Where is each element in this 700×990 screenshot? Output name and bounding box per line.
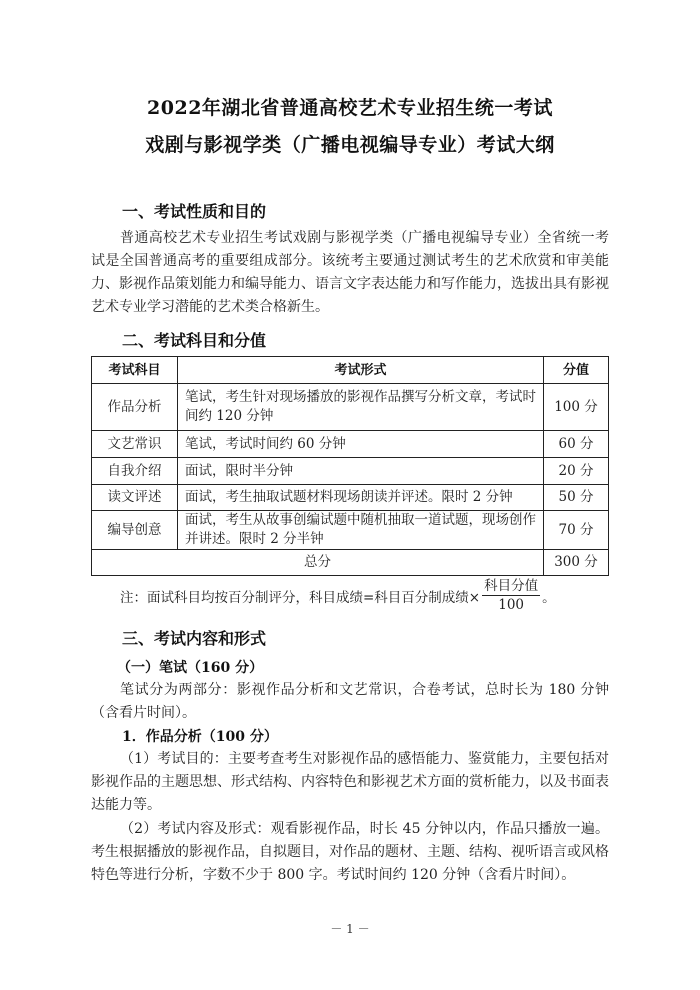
row-form: 面试，考生从故事创编试题中随机抽取一道试题，现场创作并讲述。限时 2 分半钟 [178,511,544,550]
document-title-line1: 2022年湖北省普通高校艺术专业招生统一考试 [147,97,553,119]
score-note [120,577,556,614]
table-row [92,485,609,511]
document-title-line2: 戏剧与影视学类（广播电视编导专业）考试大纲 [145,134,555,156]
table-row [92,431,609,458]
header-form: 考试形式 [178,357,544,384]
score-table [91,356,609,576]
section2-heading: 二、考试科目和分值 [122,331,267,350]
total-score: 300 分 [544,550,609,576]
row-subject: 读文评述 [92,485,178,511]
section1-paragraph: 普通高校艺术专业招生考试戏剧与影视学类（广播电视编导专业）全省统一考试是全国普通高考的重要组成部分。该统考主要通过测试考生的艺术欣赏和审美能力、影视作品策划能力和编导能力、语言文字表达能力和写作能力，选拔出具有影视艺术专业学习潜能的艺术类合格新生。 [91,230,609,315]
row-score: 20 分 [544,458,609,485]
work-analysis-content: （2）考试内容及形式：观看影视作品，时长 45 分钟以内，作品只播放一遍。考生根据播放的影视作品，自拟题目，对作品的题材、主题、结构、视听语言或风格特色等进行分析，字数不少于 800 字。考试时间约 120 分钟（含看片时间）。 [91,821,609,883]
table-header-row [92,357,609,384]
written-exam-paragraph: 笔试分为两部分：影视作品分析和文艺常识，合卷考试，总时长为 180 分钟（含看片时间）。 [91,682,609,721]
fraction-denominator: 100 [498,597,525,613]
row-subject: 文艺常识 [92,431,178,458]
page-number: － 1 － [330,922,370,936]
header-subject: 考试科目 [92,357,178,384]
row-form: 面试，考生抽取试题材料现场朗读并评述。限时 2 分钟 [178,485,544,511]
row-form: 面试，限时半分钟 [178,458,544,485]
row-form: 笔试，考试时间约 60 分钟 [178,431,544,458]
row-subject: 自我介绍 [92,458,178,485]
table-row [92,458,609,485]
header-score: 分值 [544,357,609,384]
row-score: 60 分 [544,431,609,458]
row-score: 100 分 [544,384,609,431]
work-analysis-heading: 1．作品分析（100 分） [122,729,278,745]
note-suffix: 。 [542,589,556,606]
note-prefix: 注：面试科目均按百分制评分，科目成绩=科目百分制成绩× [120,589,481,606]
row-subject: 作品分析 [92,384,178,431]
row-subject: 编导创意 [92,511,178,550]
row-score: 50 分 [544,485,609,511]
table-total-row [92,550,609,576]
section3-heading: 三、考试内容和形式 [122,629,267,648]
section1-heading: 一、考试性质和目的 [122,202,267,221]
total-label: 总分 [92,550,544,576]
work-analysis-purpose: （1）考试目的：主要考查考生对影视作品的感悟能力、鉴赏能力，主要包括对影视作品的主题思想、形式结构、内容特色和影视艺术方面的赏析能力，以及书面表达能力等。 [91,751,609,813]
row-score: 70 分 [544,511,609,550]
table-row [92,384,609,431]
table-row [92,511,609,550]
row-form: 笔试，考生针对现场播放的影视作品撰写分析文章，考试时间约 120 分钟 [178,384,544,431]
written-exam-heading: （一）笔试（160 分） [117,660,264,676]
fraction-numerator: 科目分值 [484,578,539,594]
score-fraction [482,577,540,614]
